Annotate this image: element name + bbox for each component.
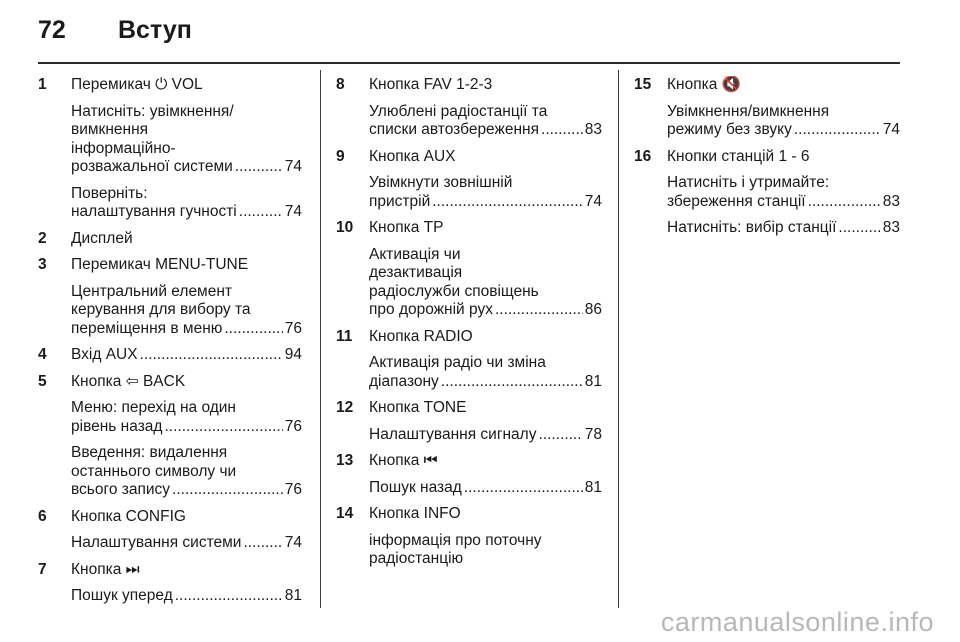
list-item (38, 256, 302, 338)
page-reference (369, 301, 602, 320)
page-reference (369, 479, 602, 498)
column-divider (618, 70, 619, 608)
page-reference (667, 219, 900, 238)
item-desc-line: Улюблені радіостанції та (369, 102, 548, 120)
page-ref-number: 83 (882, 192, 900, 210)
page-ref-number: 78 (584, 425, 602, 443)
item-desc-line: про дорожній рух (369, 301, 493, 318)
page-ref-number: 74 (882, 121, 900, 138)
item-desc-line: розважальної системи (71, 158, 233, 175)
item-desc-line: Увімкнути зовнішній (369, 174, 513, 191)
item-desc-line: режиму без звуку (667, 121, 792, 138)
item-number: 14 (336, 505, 354, 522)
page-title: Вступ (118, 16, 192, 44)
page-ref-number: 74 (284, 534, 302, 551)
page-reference (71, 158, 302, 177)
list-item (336, 219, 602, 320)
item-title: Кнопка 🔇 (667, 76, 741, 93)
page-ref-number: 76 (284, 417, 302, 435)
page-reference (71, 481, 302, 500)
page-reference (369, 121, 602, 140)
page-reference (71, 346, 302, 365)
item-desc-line: Натисніть і утримайте: (667, 174, 830, 191)
item-desc-line: Налаштування сигналу (369, 425, 537, 443)
column-2 (336, 76, 602, 569)
watermark: carmanualsonline.info (660, 607, 934, 637)
item-desc-line: керування для вибору та (71, 301, 251, 318)
item-desc-line: Пошук уперед (71, 587, 173, 604)
item-desc-line: Натисніть: увімкнення/ (71, 102, 234, 120)
list-item (38, 508, 302, 553)
item-desc-line: Введення: видалення (71, 444, 228, 461)
list-item (38, 561, 302, 606)
item-title: Вхід AUX (71, 346, 138, 363)
list-item (38, 373, 302, 500)
page-ref-number: 81 (284, 587, 302, 604)
item-desc-line: вимкнення (71, 121, 149, 138)
item-desc-line: списки автозбереження (369, 121, 540, 138)
item-number: 3 (38, 256, 47, 273)
page-ref-number: 94 (284, 346, 302, 363)
item-desc-line: радіослужби сповіщень (369, 282, 539, 300)
list-item (38, 76, 302, 222)
page-ref-number: 86 (584, 301, 602, 318)
item-desc-line: Налаштування системи (71, 534, 242, 551)
list-item (336, 76, 602, 140)
page-reference (71, 320, 302, 339)
item-title: Перемикач MENU-TUNE (71, 256, 249, 273)
page-reference (71, 203, 302, 222)
item-number: 6 (38, 507, 47, 525)
item-desc-line: рівень назад (71, 417, 163, 435)
item-number: 2 (38, 229, 47, 247)
item-title: Кнопка ⏭ (71, 560, 140, 578)
item-number: 7 (38, 560, 47, 578)
page-reference (369, 193, 602, 212)
item-title: Кнопки станцій 1 - 6 (667, 147, 810, 165)
item-desc-line: збереження станції (667, 192, 806, 210)
item-desc-line: дезактивація (369, 264, 463, 281)
item-number: 13 (336, 452, 354, 469)
page-reference (369, 426, 602, 445)
list-item (634, 76, 900, 140)
list-item (634, 148, 900, 238)
item-desc-line: інформація про поточну (369, 531, 542, 549)
item-title: Кнопка RADIO (369, 327, 473, 345)
item-title: Кнопка CONFIG (71, 507, 186, 525)
page-reference (71, 418, 302, 437)
item-number: 4 (38, 346, 47, 363)
item-desc-line: Увімкнення/вимкнення (667, 102, 830, 120)
page-reference (71, 534, 302, 553)
page-ref-number: 81 (584, 478, 602, 496)
item-desc-line: інформаційно- (71, 139, 176, 157)
item-title: Дисплей (71, 229, 133, 247)
item-number: 16 (634, 147, 652, 165)
page-ref-number: 74 (584, 192, 602, 210)
item-title: Кнопка AUX (369, 147, 456, 165)
page-reference (667, 193, 900, 212)
column-divider (320, 70, 321, 608)
item-title: Кнопка FAV 1-2-3 (369, 76, 493, 93)
list-item (336, 399, 602, 444)
item-desc-line: всього запису (71, 481, 171, 498)
page-ref-number: 74 (284, 203, 302, 220)
list-item (336, 328, 602, 392)
item-number: 11 (336, 327, 353, 345)
item-title: Перемикач ⏻ VOL (71, 76, 203, 93)
column-3 (634, 76, 900, 238)
item-desc-line: налаштування гучності (71, 203, 237, 220)
item-desc-line: пристрій (369, 192, 431, 210)
page-reference (369, 373, 602, 392)
item-title: Кнопка TP (369, 219, 444, 236)
item-desc-line: Пошук назад (369, 478, 462, 496)
item-desc-line: останнього символу чи (71, 462, 237, 480)
item-number: 12 (336, 399, 354, 416)
item-desc-line: переміщення в меню (71, 319, 223, 337)
list-item (336, 505, 602, 569)
list-item (38, 230, 302, 249)
page-ref-number: 83 (882, 219, 900, 236)
item-desc-line: Активація чи (369, 245, 461, 263)
page-reference (667, 121, 900, 140)
item-title: Кнопка INFO (369, 505, 461, 522)
item-desc-line: Натисніть: вибір станції (667, 219, 837, 236)
item-title: Кнопка ⇦ BACK (71, 372, 186, 390)
item-desc-line: Поверніть: (71, 184, 148, 202)
item-number: 5 (38, 372, 47, 390)
page-ref-number: 81 (584, 372, 602, 390)
page-ref-number: 74 (284, 158, 302, 175)
item-title: Кнопка TONE (369, 399, 467, 416)
item-number: 1 (38, 76, 47, 93)
item-number: 10 (336, 219, 354, 236)
list-item (38, 346, 302, 365)
page-reference (71, 587, 302, 606)
page-number: 72 (38, 16, 66, 44)
page-ref-number: 76 (284, 319, 302, 337)
item-desc-line: радіостанцію (369, 550, 464, 567)
item-title: Кнопка ⏮ (369, 452, 438, 469)
list-item (336, 452, 602, 497)
item-desc-line: діапазону (369, 372, 439, 390)
page-ref-number: 83 (584, 121, 602, 138)
item-desc-line: Меню: перехід на один (71, 399, 236, 416)
page-ref-number: 76 (284, 481, 302, 498)
item-number: 9 (336, 147, 345, 165)
item-number: 8 (336, 76, 345, 93)
list-item (336, 148, 602, 212)
item-desc-line: Активація радіо чи зміна (369, 354, 546, 371)
header-rule (38, 62, 900, 64)
item-number: 15 (634, 76, 652, 93)
column-1 (38, 76, 302, 606)
item-desc-line: Центральний елемент (71, 282, 232, 300)
